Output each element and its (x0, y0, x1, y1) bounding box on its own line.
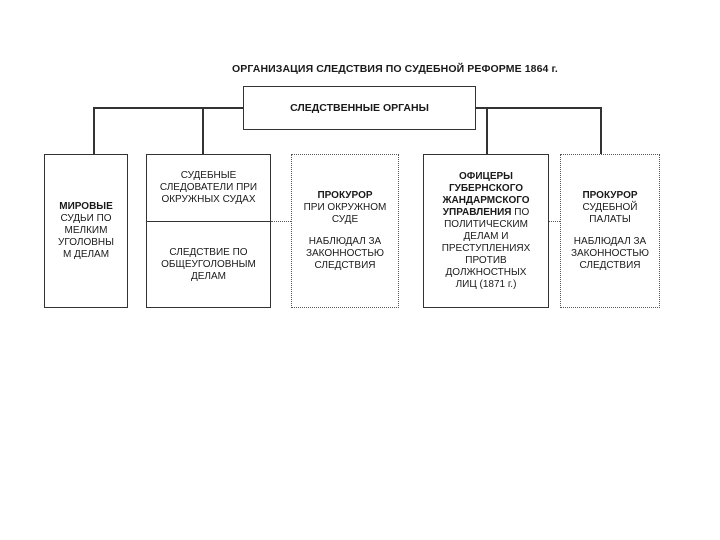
node-prokuror-okr-line: СУДЕ (331, 214, 359, 225)
connector-to-mirovye (93, 107, 95, 154)
connector-to-prokuror-palaty (600, 107, 602, 154)
connector-to-sudebnye (202, 107, 204, 154)
node-oficery-zhandarmskogo (423, 154, 549, 308)
node-prokuror-pal-line: ПАЛАТЫ (589, 214, 631, 225)
node-sudebnye-line: СЛЕДОВАТЕЛИ ПРИ (159, 182, 258, 193)
node-oficery-upravleniya-row (443, 207, 529, 219)
node-sudebnye-line: ОКРУЖНЫХ СУДАХ (161, 194, 256, 205)
node-mirovye-line: М ДЕЛАМ (62, 249, 110, 260)
node-sledstvie-line: СЛЕДСТВИЕ ПО (169, 246, 248, 258)
node-mirovye-line: МЕЛКИМ (64, 225, 108, 236)
node-prokuror-palaty (560, 154, 660, 308)
node-oficery-line: ДОЛЖНОСТНЫХ (445, 267, 527, 278)
node-prokuror-pal-note: СЛЕДСТВИЯ (579, 260, 641, 271)
root-node-sledstvennye-organy (243, 86, 476, 130)
node-prokuror-okr-note: СЛЕДСТВИЯ (314, 260, 376, 271)
node-oficery-head-line: ЖАНДАРМСКОГО (442, 195, 530, 206)
node-oficery-head-line: ОФИЦЕРЫ (459, 171, 513, 182)
node-prokuror-okr-head: ПРОКУРОР (317, 190, 373, 201)
connector-left-horizontal (93, 107, 243, 109)
root-node-label: СЛЕДСТВЕННЫЕ ОРГАНЫ (290, 102, 429, 114)
node-mirovye-line: УГОЛОВНЫ (58, 237, 114, 248)
node-mirovye-sudi (44, 154, 128, 308)
node-oficery-line: ПО (514, 207, 530, 218)
node-sledstvie-obsheugolovnye (146, 222, 271, 308)
node-oficery-line: ПОЛИТИЧЕСКИМ (444, 219, 528, 230)
node-prokuror-okr-note: ЗАКОННОСТЬЮ (305, 248, 385, 259)
diagram-title: ОРГАНИЗАЦИЯ СЛЕДСТВИЯ ПО СУДЕБНОЙ РЕФОРМЕ 1864 г. (232, 63, 558, 75)
connector-right-horizontal (476, 107, 601, 109)
node-prokuror-okruzhnoy (291, 154, 399, 308)
node-oficery-line: ПРОТИВ (465, 255, 507, 266)
node-prokuror-pal-head: ПРОКУРОР (582, 190, 638, 201)
node-mirovye-line: СУДЬИ ПО (60, 213, 112, 224)
node-oficery-head-line: УПРАВЛЕНИЯ (442, 207, 512, 218)
node-oficery-line: ПРЕСТУПЛЕНИЯХ (441, 243, 531, 254)
dotted-link-left (271, 221, 291, 222)
node-sledstvie-line: ОБЩЕУГОЛОВНЫМ (161, 258, 256, 270)
node-oficery-line: ДЕЛАМ И (463, 231, 509, 242)
node-prokuror-pal-line: СУДЕБНОЙ (582, 202, 638, 213)
node-sudebnye-sledovateli (146, 154, 271, 222)
node-prokuror-okr-line: ПРИ ОКРУЖНОМ (303, 202, 387, 213)
node-mirovye-line: МИРОВЫЕ (59, 201, 113, 212)
node-sledstvie-line: ДЕЛАМ (190, 270, 226, 282)
node-oficery-line: ЛИЦ (1871 г.) (455, 279, 517, 290)
node-prokuror-pal-note: ЗАКОННОСТЬЮ (570, 248, 650, 259)
node-oficery-head-line: ГУБЕРНСКОГО (448, 183, 524, 194)
node-sudebnye-line: СУДЕБНЫЕ (180, 170, 237, 181)
node-prokuror-okr-note: НАБЛЮДАЛ ЗА (308, 236, 382, 247)
node-prokuror-pal-note: НАБЛЮДАЛ ЗА (573, 236, 647, 247)
dotted-link-right (549, 221, 560, 222)
connector-to-oficery (486, 107, 488, 154)
